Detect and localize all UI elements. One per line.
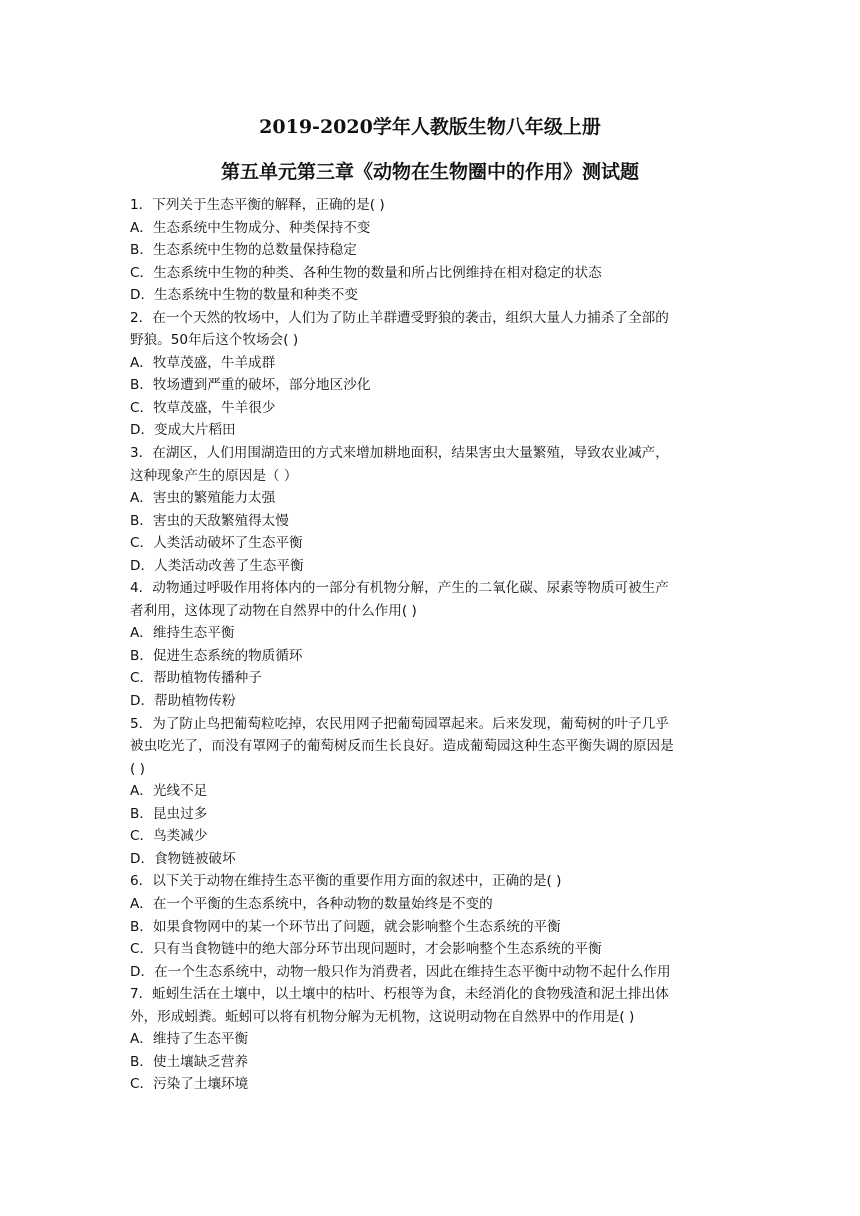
question-3: [130, 442, 730, 577]
question-stem-continued: 野狼。50年后这个牧场会( ): [130, 332, 299, 349]
question-stem-continued: 被虫吃光了，而没有罩网子的葡萄树反而生长良好。造成葡萄园这种生态平衡失调的原因是: [130, 738, 674, 755]
option-b: B．如果食物网中的某一个环节出了问题，就会影响整个生态系统的平衡: [130, 918, 561, 935]
question-stem: 4．动物通过呼吸作用将体内的一部分有机物分解，产生的二氧化碳、尿素等物质可被生产: [130, 580, 669, 597]
option-b: B．促进生态系统的物质循环: [130, 647, 303, 664]
option-d: D．人类活动改善了生态平衡: [130, 557, 304, 574]
option-d: D．生态系统中生物的数量和种类不变: [130, 287, 358, 304]
question-5: [130, 713, 730, 871]
option-b: B．牧场遭到严重的破坏，部分地区沙化: [130, 377, 371, 394]
question-2: [130, 307, 730, 442]
option-a: A．害虫的繁殖能力太强: [130, 490, 276, 507]
option-c: C．帮助植物传播种子: [130, 670, 262, 687]
option-a: A．生态系统中生物成分、种类保持不变: [130, 219, 371, 236]
option-b: B．生态系统中生物的总数量保持稳定: [130, 242, 357, 259]
option-b: B．害虫的天敌繁殖得太慢: [130, 512, 289, 529]
option-a: A．在一个平衡的生态系统中，各种动物的数量始终是不变的: [130, 895, 493, 912]
option-a: A．维持了生态平衡: [130, 1031, 249, 1048]
question-stem-continued: 外，形成蚓粪。蚯蚓可以将有机物分解为无机物，这说明动物在自然界中的作用是( ): [130, 1008, 635, 1025]
option-c: C．只有当食物链中的绝大部分环节出现问题时，才会影响整个生态系统的平衡: [130, 941, 602, 958]
document-title: 2019-2020学年人教版生物八年级上册: [259, 116, 601, 138]
question-stem-continued: 这种现象产生的原因是（ ）: [130, 467, 298, 484]
option-c: C．鸟类减少: [130, 828, 208, 845]
question-list: [130, 194, 730, 1096]
question-stem: 3．在湖区，人们用围湖造田的方式来增加耕地面积，结果害虫大量繁殖，导致农业减产，: [130, 445, 669, 462]
question-stem: 6．以下关于动物在维持生态平衡的重要作用方面的叙述中，正确的是( ): [130, 873, 562, 890]
option-a: A．维持生态平衡: [130, 625, 235, 642]
option-d: D．食物链被破坏: [130, 850, 236, 867]
option-a: A．光线不足: [130, 783, 208, 800]
option-d: D．在一个生态系统中，动物一般只作为消费者，因此在维持生态平衡中动物不起什么作用: [130, 963, 671, 980]
option-b: B．使土壤缺乏营养: [130, 1053, 249, 1070]
question-7: [130, 983, 730, 1096]
question-stem: 1．下列关于生态平衡的解释，正确的是( ): [130, 197, 385, 213]
option-a: A．牧草茂盛，牛羊成群: [130, 354, 276, 371]
question-4: [130, 577, 730, 712]
option-d: D．帮助植物传粉: [130, 693, 236, 710]
option-d: D．变成大片稻田: [130, 422, 236, 439]
option-c: C．牧草茂盛，牛羊很少: [130, 399, 276, 416]
question-stem-continued: 者利用，这体现了动物在自然界中的什么作用( ): [130, 602, 417, 619]
option-b: B．昆虫过多: [130, 805, 208, 822]
option-c: C．人类活动破坏了生态平衡: [130, 535, 303, 552]
question-6: [130, 870, 730, 983]
question-1: [130, 194, 730, 307]
option-c: C．污染了土壤环境: [130, 1076, 249, 1093]
question-stem: 7．蚯蚓生活在土壤中，以土壤中的枯叶、朽根等为食，未经消化的食物残渣和泥土排出体: [130, 986, 669, 1003]
question-stem: 5．为了防止鸟把葡萄粒吃掉，农民用网子把葡萄园罩起来。后来发现，葡萄树的叶子几乎: [130, 715, 669, 732]
document-subtitle: 第五单元第三章《动物在生物圈中的作用》测试题: [220, 161, 639, 183]
question-stem-continued: ( ): [130, 760, 145, 777]
question-stem: 2．在一个天然的牧场中，人们为了防止羊群遭受野狼的袭击，组织大量人力捕杀了全部的: [130, 309, 669, 326]
option-c: C．生态系统中生物的种类、各种生物的数量和所占比例维持在相对稳定的状态: [130, 264, 602, 281]
